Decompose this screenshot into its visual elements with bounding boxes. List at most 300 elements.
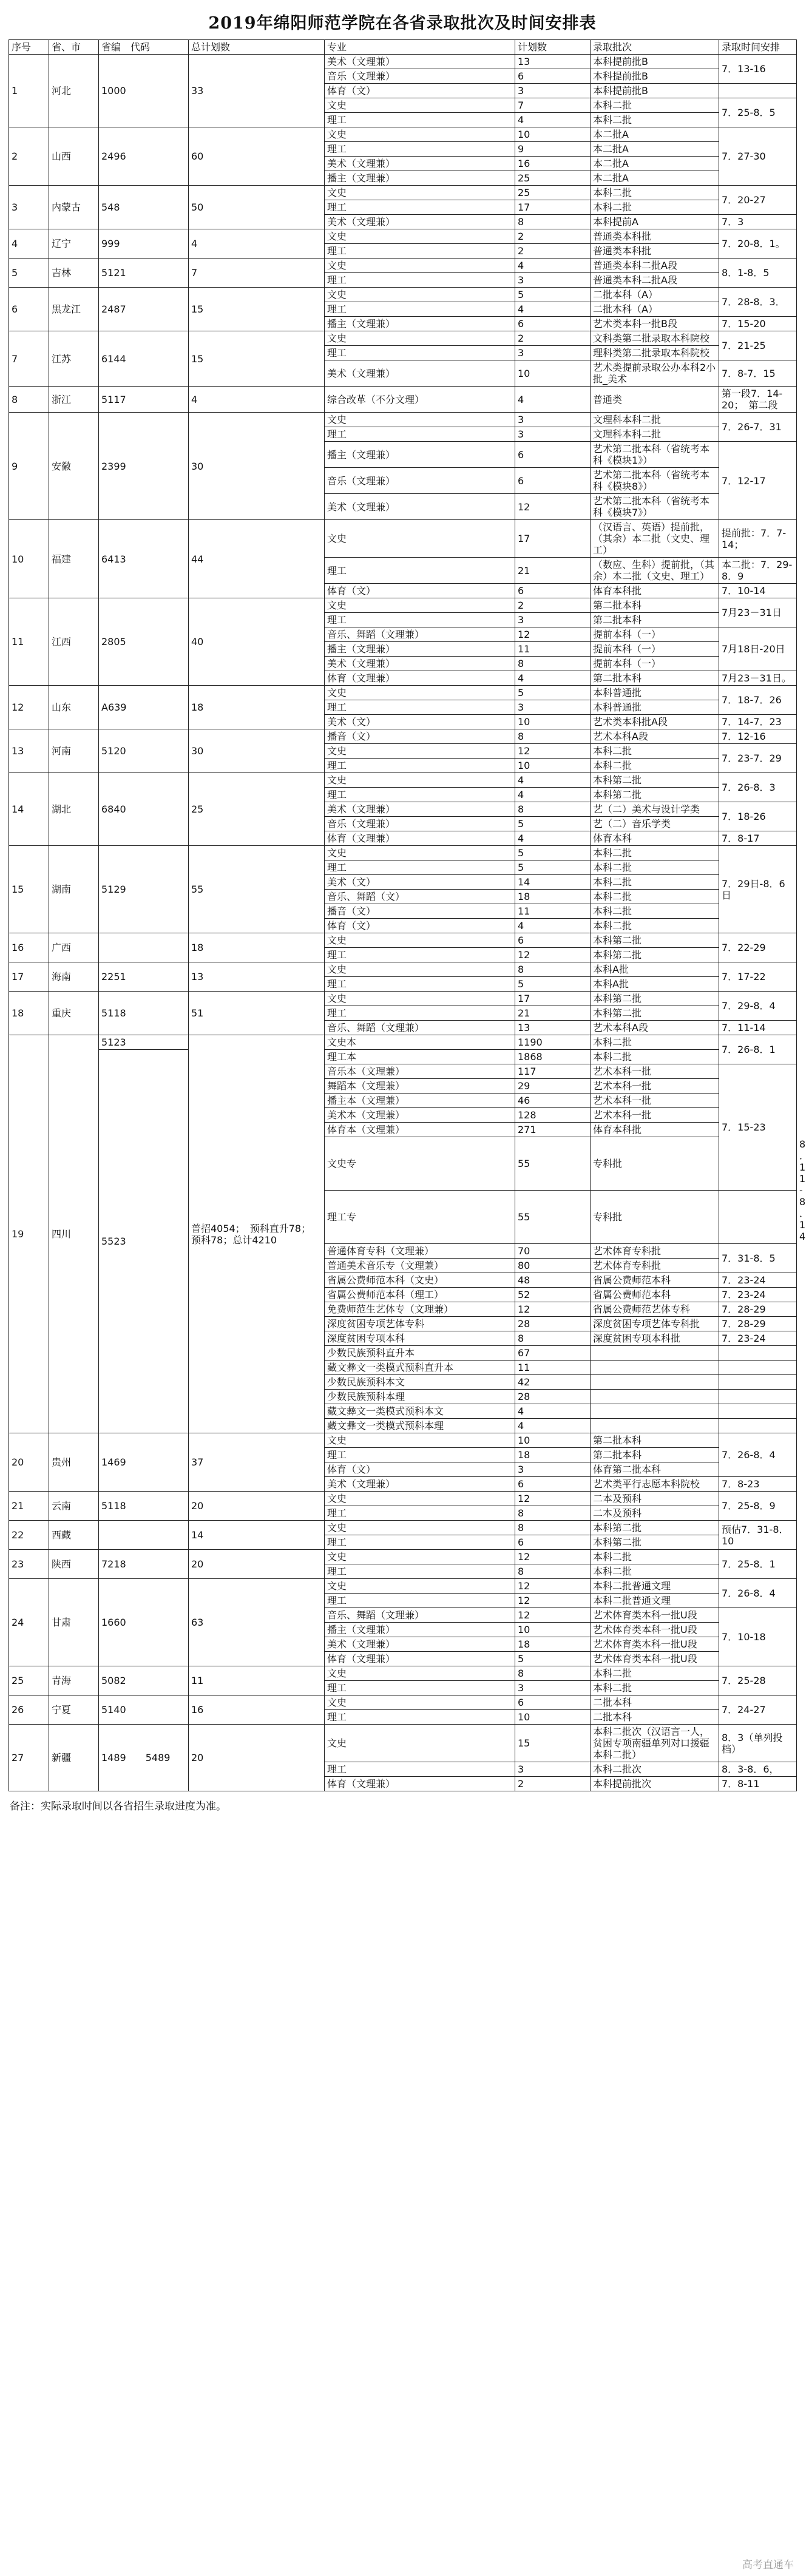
plan-cell: 42 — [515, 1375, 591, 1390]
major-cell: 文史 — [325, 1666, 515, 1681]
time-cell: 8．3-8．6， — [719, 1762, 797, 1777]
batch-cell: 本科二批 — [591, 860, 719, 875]
major-cell: 播主（文理兼） — [325, 317, 515, 331]
time-cell: 本二批：7．29-8．9 — [719, 558, 797, 584]
province-total: 25 — [189, 773, 325, 846]
major-cell: 文史 — [325, 98, 515, 113]
batch-cell: 本科A批 — [591, 977, 719, 992]
plan-cell: 10 — [515, 360, 591, 387]
major-cell: 理工 — [325, 1594, 515, 1608]
plan-cell: 8 — [515, 1564, 591, 1579]
province-code: 2251 — [99, 962, 189, 992]
major-cell: 文史 — [325, 186, 515, 200]
major-cell: 少数民族预科直升本 — [325, 1346, 515, 1361]
major-cell: 播主（文理兼） — [325, 1623, 515, 1637]
major-cell: 美术本（文理兼） — [325, 1108, 515, 1123]
major-cell: 播主本（文理兼） — [325, 1094, 515, 1108]
major-cell: 文史 — [325, 992, 515, 1006]
batch-cell — [591, 1361, 719, 1375]
plan-cell: 5 — [515, 817, 591, 831]
batch-cell: 体育本科批 — [591, 584, 719, 598]
plan-cell: 25 — [515, 171, 591, 186]
batch-cell — [591, 1375, 719, 1390]
plan-cell: 3 — [515, 613, 591, 627]
plan-cell: 55 — [515, 1137, 591, 1191]
plan-cell: 3 — [515, 427, 591, 442]
major-cell: 综合改革（不分文理） — [325, 387, 515, 413]
table-row — [9, 1433, 797, 1448]
plan-cell: 2 — [515, 598, 591, 613]
plan-cell: 5 — [515, 860, 591, 875]
plan-cell: 12 — [515, 494, 591, 520]
batch-cell: 提前本科（一） — [591, 627, 719, 642]
time-cell: 7．27-30 — [719, 127, 797, 186]
major-cell: 理工 — [325, 1448, 515, 1462]
time-cell: 7．12-17 — [719, 442, 797, 520]
plan-cell: 4 — [515, 1419, 591, 1433]
plan-cell: 17 — [515, 520, 591, 558]
batch-cell: 本科二批 — [591, 1666, 719, 1681]
major-cell: 体育本（文理兼） — [325, 1123, 515, 1137]
time-cell: 7．8-11 — [719, 1777, 797, 1791]
plan-cell: 8 — [515, 1666, 591, 1681]
batch-cell: 本科第二批 — [591, 1521, 719, 1535]
time-cell: 7．24-27 — [719, 1695, 797, 1725]
province-total: 55 — [189, 846, 325, 933]
table-body — [9, 55, 809, 1791]
major-cell: 理工 — [325, 759, 515, 773]
batch-cell: 本科普通批 — [591, 700, 719, 715]
major-cell: 少数民族预科本理 — [325, 1390, 515, 1404]
major-cell: 文史 — [325, 520, 515, 558]
major-cell: 美术（文理兼） — [325, 55, 515, 69]
plan-cell: 4 — [515, 773, 591, 788]
major-cell: 文史 — [325, 1433, 515, 1448]
major-cell: 省属公费师范本科（文史） — [325, 1273, 515, 1288]
province-no: 8 — [9, 387, 49, 413]
batch-cell: 艺术第二批本科（省统考本科《模块1》） — [591, 442, 719, 468]
major-cell: 音乐本（文理兼） — [325, 1064, 515, 1079]
province-name: 河南 — [49, 729, 99, 773]
province-name: 云南 — [49, 1492, 99, 1521]
batch-cell: 本科普通批 — [591, 686, 719, 700]
plan-cell: 2 — [515, 229, 591, 244]
batch-cell: 本科二批 — [591, 759, 719, 773]
batch-cell: 艺术体育专科批 — [591, 1244, 719, 1259]
plan-cell: 3 — [515, 1681, 591, 1695]
table-row — [9, 962, 797, 977]
plan-cell: 15 — [515, 1725, 591, 1762]
major-cell: 理工 — [325, 860, 515, 875]
time-cell: 7月18日-20日 — [719, 627, 797, 671]
time-cell: 7．26-8．3 — [719, 773, 797, 802]
province-code: A639 — [99, 686, 189, 729]
plan-cell: 8 — [515, 962, 591, 977]
major-cell: 播音（文） — [325, 729, 515, 744]
province-code: 5123 — [99, 1035, 189, 1050]
plan-cell: 10 — [515, 1433, 591, 1448]
plan-cell: 2 — [515, 244, 591, 259]
major-cell: 理工 — [325, 427, 515, 442]
header-time: 录取时间安排 — [719, 40, 797, 55]
batch-cell: 二本及预科 — [591, 1492, 719, 1506]
plan-cell: 4 — [515, 831, 591, 846]
major-cell: 美术（文理兼） — [325, 657, 515, 671]
time-cell: 第一段7．14-20； 第二段 — [719, 387, 797, 413]
header-major: 专业 — [325, 40, 515, 55]
plan-cell: 3 — [515, 700, 591, 715]
admission-table — [8, 39, 809, 1791]
batch-cell: 省属公费师范艺体专科 — [591, 1302, 719, 1317]
plan-cell: 4 — [515, 259, 591, 273]
batch-cell: 本科二批 — [591, 1681, 719, 1695]
major-cell: 理工 — [325, 1762, 515, 1777]
time-cell: 8．1-8．5 — [719, 259, 797, 288]
batch-cell: 本科二批普通文理 — [591, 1579, 719, 1594]
header-code: 省编 代码 — [99, 40, 189, 55]
province-name: 重庆 — [49, 992, 99, 1035]
province-no: 23 — [9, 1550, 49, 1579]
batch-cell — [591, 1390, 719, 1404]
plan-cell: 4 — [515, 671, 591, 686]
province-no: 9 — [9, 413, 49, 520]
batch-cell: 本二批A — [591, 142, 719, 157]
plan-cell: 12 — [515, 1594, 591, 1608]
major-cell: 文史 — [325, 962, 515, 977]
plan-cell: 8 — [515, 1506, 591, 1521]
time-cell: 7．28-29 — [719, 1302, 797, 1317]
batch-cell: 艺术本科一批 — [591, 1094, 719, 1108]
major-cell: 音乐（文理兼） — [325, 69, 515, 84]
time-cell: 提前批：7．7-14； — [719, 520, 797, 558]
time-cell: 7．23-24 — [719, 1273, 797, 1288]
province-no: 4 — [9, 229, 49, 259]
plan-cell: 271 — [515, 1123, 591, 1137]
header-total: 总计划数 — [189, 40, 325, 55]
time-cell: 7．28-29 — [719, 1317, 797, 1331]
batch-cell: 本科二批 — [591, 1564, 719, 1579]
plan-cell: 12 — [515, 1492, 591, 1506]
major-cell: 音乐、舞蹈（文理兼） — [325, 1021, 515, 1035]
plan-cell: 4 — [515, 1404, 591, 1419]
major-cell: 理工 — [325, 200, 515, 215]
major-cell: 文史 — [325, 1492, 515, 1506]
batch-cell: 第二批本科 — [591, 1433, 719, 1448]
major-cell: 文史 — [325, 413, 515, 427]
time-cell: 7．11-14 — [719, 1021, 797, 1035]
time-cell — [719, 1419, 797, 1433]
batch-cell: 本科二批 — [591, 1550, 719, 1564]
batch-cell: 艺术第二批本科（省统考本科《模块8》） — [591, 468, 719, 494]
batch-cell: 本科提前批B — [591, 55, 719, 69]
major-cell: 体育（文理兼） — [325, 831, 515, 846]
major-cell: 理工 — [325, 788, 515, 802]
batch-cell: 本二批A — [591, 171, 719, 186]
province-total: 7 — [189, 259, 325, 288]
major-cell: 免费师范生艺体专（文理兼） — [325, 1302, 515, 1317]
time-cell: 7．15-23 — [719, 1064, 797, 1191]
major-cell: 音乐、舞蹈（文理兼） — [325, 627, 515, 642]
plan-cell: 8 — [515, 729, 591, 744]
plan-cell: 12 — [515, 1550, 591, 1564]
province-no: 14 — [9, 773, 49, 846]
major-cell: 美术（文理兼） — [325, 1637, 515, 1652]
time-cell: 7．22-29 — [719, 933, 797, 962]
plan-cell: 7 — [515, 98, 591, 113]
province-name: 黑龙江 — [49, 288, 99, 331]
province-code: 999 — [99, 229, 189, 259]
province-name: 西藏 — [49, 1521, 99, 1550]
batch-cell: 本二批A — [591, 127, 719, 142]
province-total: 15 — [189, 288, 325, 331]
plan-cell: 8 — [515, 1331, 591, 1346]
batch-cell: 本科第二批 — [591, 992, 719, 1006]
table-row — [9, 933, 797, 948]
batch-cell: 普通类本科二批A段 — [591, 273, 719, 288]
batch-cell: 本科提前批次 — [591, 1777, 719, 1791]
batch-cell: 艺术类平行志愿本科院校 — [591, 1477, 719, 1492]
batch-cell: 文科类第二批录取本科院校 — [591, 331, 719, 346]
major-cell: 音乐、舞蹈（文理兼） — [325, 1608, 515, 1623]
batch-cell: 本科二批 — [591, 904, 719, 919]
batch-cell: 二批本科（A） — [591, 288, 719, 302]
batch-cell — [591, 1346, 719, 1361]
major-cell: 播音（文） — [325, 904, 515, 919]
major-cell: 理工 — [325, 700, 515, 715]
province-total: 37 — [189, 1433, 325, 1492]
province-name: 海南 — [49, 962, 99, 992]
major-cell: 文史 — [325, 127, 515, 142]
province-total: 11 — [189, 1666, 325, 1695]
time-cell: 7．26-8．4 — [719, 1579, 797, 1608]
major-cell: 体育（文） — [325, 1462, 515, 1477]
plan-cell: 12 — [515, 627, 591, 642]
province-code: 1000 — [99, 55, 189, 127]
province-total: 14 — [189, 1521, 325, 1550]
major-cell: 美术（文理兼） — [325, 157, 515, 171]
plan-cell: 5 — [515, 977, 591, 992]
batch-cell: 体育本科批 — [591, 1123, 719, 1137]
province-name: 辽宁 — [49, 229, 99, 259]
time-cell: 7月23－31日 — [719, 598, 797, 627]
time-cell: 7．8-17 — [719, 831, 797, 846]
time-cell: 7．31-8．5 — [719, 1244, 797, 1273]
major-cell: 文史 — [325, 744, 515, 759]
major-cell: 体育（文理兼） — [325, 1652, 515, 1666]
batch-cell: 艺术体育类本科一批U段 — [591, 1652, 719, 1666]
batch-cell: 本科二批次 — [591, 1762, 719, 1777]
plan-cell: 6 — [515, 933, 591, 948]
major-cell: 理工 — [325, 1710, 515, 1725]
province-total: 40 — [189, 598, 325, 686]
batch-cell: 本科第二批 — [591, 773, 719, 788]
major-cell: 文史 — [325, 331, 515, 346]
province-total: 18 — [189, 686, 325, 729]
plan-cell: 52 — [515, 1288, 591, 1302]
major-cell: 理工 — [325, 273, 515, 288]
batch-cell — [591, 1404, 719, 1419]
major-cell: 体育（文理兼） — [325, 671, 515, 686]
batch-cell: 文理科本科二批 — [591, 413, 719, 427]
batch-cell: 艺术体育类本科一批U段 — [591, 1637, 719, 1652]
province-total: 20 — [189, 1725, 325, 1791]
major-cell: 理工 — [325, 113, 515, 127]
plan-cell: 10 — [515, 759, 591, 773]
time-cell — [719, 1390, 797, 1404]
major-cell: 文史 — [325, 773, 515, 788]
batch-cell: 艺术类提前录取公办本科2小批_美术 — [591, 360, 719, 387]
province-total: 30 — [189, 413, 325, 520]
province-code: 6413 — [99, 520, 189, 598]
table-row — [9, 992, 797, 1006]
table-row — [9, 1579, 797, 1594]
major-cell: 美术（文） — [325, 715, 515, 729]
plan-cell: 1190 — [515, 1035, 591, 1050]
major-cell: 理工本 — [325, 1050, 515, 1064]
plan-cell: 6 — [515, 1535, 591, 1550]
batch-cell: 普通类 — [591, 387, 719, 413]
table-row — [9, 686, 797, 700]
province-no: 18 — [9, 992, 49, 1035]
plan-cell: 4 — [515, 302, 591, 317]
table-row — [9, 186, 797, 200]
batch-cell: 二本及预科 — [591, 1506, 719, 1521]
major-cell: 理工 — [325, 613, 515, 627]
major-cell: 美术（文理兼） — [325, 494, 515, 520]
province-total: 普招4054； 预科直升78； 预科78；总计4210 — [189, 1035, 325, 1433]
plan-cell: 70 — [515, 1244, 591, 1259]
province-code: 1660 — [99, 1579, 189, 1666]
time-cell: 7．10-14 — [719, 584, 797, 598]
province-total: 51 — [189, 992, 325, 1035]
plan-cell: 1868 — [515, 1050, 591, 1064]
plan-cell: 46 — [515, 1094, 591, 1108]
batch-cell: 艺术类本科一批B段 — [591, 317, 719, 331]
major-cell: 体育（文） — [325, 919, 515, 933]
table-row — [9, 846, 797, 860]
major-cell: 文史 — [325, 1550, 515, 1564]
batch-cell: 普通类本科二批A段 — [591, 259, 719, 273]
province-name: 福建 — [49, 520, 99, 598]
time-cell: 7．29日-8．6日 — [719, 846, 797, 933]
plan-cell: 4 — [515, 919, 591, 933]
plan-cell: 6 — [515, 1695, 591, 1710]
time-cell: 7．10-18 — [719, 1608, 797, 1666]
plan-cell: 12 — [515, 1302, 591, 1317]
province-total: 60 — [189, 127, 325, 186]
province-total: 13 — [189, 962, 325, 992]
batch-cell: 省属公费师范本科 — [591, 1273, 719, 1288]
time-cell: 7．25-8．5 — [719, 98, 797, 127]
major-cell: 文史 — [325, 933, 515, 948]
time-cell: 7．20-8．1。 — [719, 229, 797, 259]
province-name: 陕西 — [49, 1550, 99, 1579]
major-cell: 理工 — [325, 948, 515, 962]
time-cell — [719, 1346, 797, 1361]
province-name: 广西 — [49, 933, 99, 962]
province-no: 26 — [9, 1695, 49, 1725]
time-cell: 7．25-28 — [719, 1666, 797, 1695]
province-name: 宁夏 — [49, 1695, 99, 1725]
province-no: 2 — [9, 127, 49, 186]
plan-cell: 5 — [515, 846, 591, 860]
time-cell: 预估7．31-8．10 — [719, 1521, 797, 1550]
time-cell — [719, 84, 797, 98]
time-cell: 7．17-22 — [719, 962, 797, 992]
plan-cell: 10 — [515, 715, 591, 729]
province-name: 河北 — [49, 55, 99, 127]
major-cell: 音乐、舞蹈（文） — [325, 890, 515, 904]
time-cell — [719, 1375, 797, 1390]
time-cell: 7．23-7．29 — [719, 744, 797, 773]
province-name: 甘肃 — [49, 1579, 99, 1666]
province-no: 16 — [9, 933, 49, 962]
batch-cell: 艺（二）音乐学类 — [591, 817, 719, 831]
province-no: 12 — [9, 686, 49, 729]
batch-cell: 本二批A — [591, 157, 719, 171]
plan-cell: 4 — [515, 113, 591, 127]
batch-cell: （数应、生科）提前批，（其余）本二批（文史、理工） — [591, 558, 719, 584]
province-code: 1469 — [99, 1433, 189, 1492]
province-code: 7218 — [99, 1550, 189, 1579]
major-cell: 文史 — [325, 686, 515, 700]
plan-cell: 6 — [515, 69, 591, 84]
province-name: 四川 — [49, 1035, 99, 1433]
province-code: 6840 — [99, 773, 189, 846]
header-batch: 录取批次 — [591, 40, 719, 55]
major-cell: 体育（文） — [325, 584, 515, 598]
plan-cell: 12 — [515, 1608, 591, 1623]
province-code: 2496 — [99, 127, 189, 186]
batch-cell: 提前本科（一） — [591, 657, 719, 671]
major-cell: 普通体育专科（文理兼） — [325, 1244, 515, 1259]
time-cell: 7．25-8．1 — [719, 1550, 797, 1579]
major-cell: 深度贫困专项本科 — [325, 1331, 515, 1346]
table-row — [9, 773, 797, 788]
major-cell: 普通美术音乐专（文理兼） — [325, 1259, 515, 1273]
major-cell: 文史 — [325, 229, 515, 244]
time-cell: 7．25-8．9 — [719, 1492, 797, 1521]
province-name: 山东 — [49, 686, 99, 729]
time-cell: 7．18-26 — [719, 802, 797, 831]
major-cell: 体育（文） — [325, 84, 515, 98]
header-plan: 计划数 — [515, 40, 591, 55]
batch-cell: 艺术体育专科批 — [591, 1259, 719, 1273]
province-total: 33 — [189, 55, 325, 127]
batch-cell: 第二批本科 — [591, 613, 719, 627]
batch-cell: 体育本科 — [591, 831, 719, 846]
table-row — [9, 1695, 797, 1710]
province-code: 2805 — [99, 598, 189, 686]
time-cell: 7．13-16 — [719, 55, 797, 84]
major-cell: 文史本 — [325, 1035, 515, 1050]
major-cell: 播主（文理兼） — [325, 171, 515, 186]
province-no: 20 — [9, 1433, 49, 1492]
batch-cell: 艺（二）美术与设计学类 — [591, 802, 719, 817]
batch-cell: 本科二批 — [591, 875, 719, 890]
table-row — [9, 229, 797, 244]
page — [8, 6, 809, 1813]
batch-cell: 本科二批 — [591, 919, 719, 933]
time-cell: 7．23-24 — [719, 1288, 797, 1302]
plan-cell: 11 — [515, 904, 591, 919]
page-title: 2019年绵阳师范学院在各省录取批次及时间安排表 — [208, 14, 597, 33]
province-name: 山西 — [49, 127, 99, 186]
province-no: 21 — [9, 1492, 49, 1521]
batch-cell: 艺术本科一批 — [591, 1079, 719, 1094]
province-total: 4 — [189, 387, 325, 413]
footnote: 备注：实际录取时间以各省招生录取进度为准。 — [10, 1800, 226, 1813]
